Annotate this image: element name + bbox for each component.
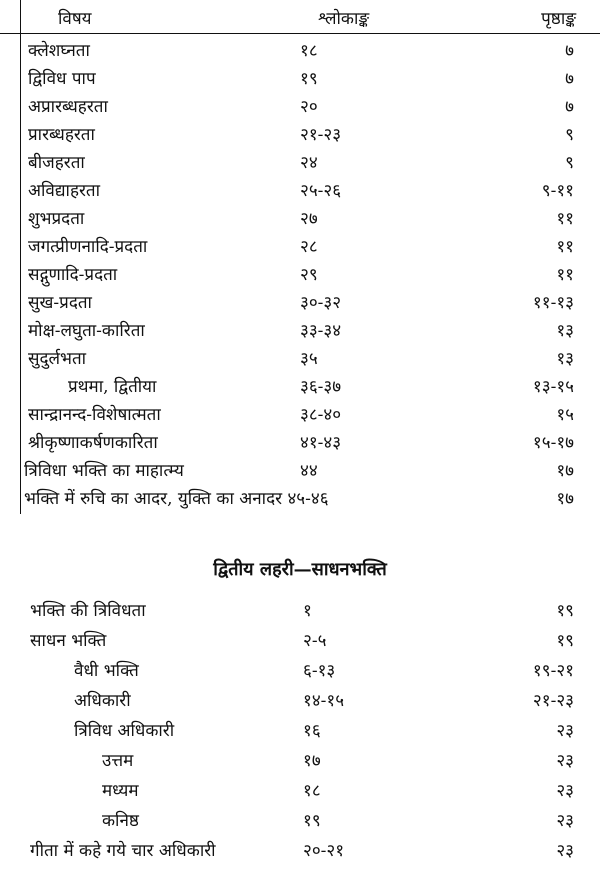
list-item (0, 146, 600, 174)
list-item (0, 744, 600, 774)
list-item (0, 482, 600, 510)
entry-verse: १८ (300, 41, 318, 61)
list-item (0, 714, 600, 744)
list-item (0, 174, 600, 202)
entry-label: अविद्याहरता (28, 181, 101, 201)
list-item (0, 454, 600, 482)
list-item (0, 286, 600, 314)
entry-page: २३ (556, 751, 574, 771)
entry-page: १९ (556, 631, 574, 651)
entry-label: द्विविध पाप (28, 69, 96, 89)
entry-verse: १६ (303, 721, 321, 741)
entry-page: ९-११ (541, 181, 574, 201)
list-item (0, 774, 600, 804)
entry-label: अप्रारब्धहरता (28, 97, 108, 117)
entry-verse: १७ (303, 751, 321, 771)
entry-label: श्रीकृष्णाकर्षणकारिता (28, 433, 158, 453)
list-item (0, 684, 600, 714)
entry-page: १३ (556, 349, 574, 369)
section2-rows (0, 594, 600, 864)
entry-verse: १ (303, 601, 312, 621)
entry-page: ११ (556, 209, 574, 229)
entry-verse: २४ (300, 153, 318, 173)
entry-label: सुदुर्लभता (28, 349, 87, 369)
entry-page: १९-२१ (532, 661, 574, 681)
entry-label: बीजहरता (28, 153, 85, 173)
entry-label: त्रिविध अधिकारी (74, 721, 175, 741)
table-header (0, 0, 600, 34)
entry-label: प्रथमा, द्वितीया (68, 377, 157, 397)
entry-verse: १४-१५ (303, 691, 345, 711)
list-item (0, 90, 600, 118)
entry-label: मोक्ष-लघुता-कारिता (28, 321, 145, 341)
list-item (0, 624, 600, 654)
entry-label: गीता में कहे गये चार अधिकारी (30, 841, 216, 861)
entry-label: भक्ति की त्रिविधता (30, 601, 146, 621)
column-header-subject: विषय (58, 9, 92, 29)
entry-verse: ३०-३२ (300, 293, 342, 313)
entry-label: जगत्प्रीणनादि-प्रदता (28, 237, 148, 257)
entry-page: २३ (556, 811, 574, 831)
entry-verse: १८ (303, 781, 321, 801)
entry-verse: ३३-३४ (300, 321, 342, 341)
entry-verse: ३८-४० (300, 405, 342, 425)
entry-page: २३ (556, 841, 574, 861)
entry-page: ९ (565, 125, 574, 145)
entry-label: वैधी भक्ति (74, 661, 139, 681)
list-item (0, 202, 600, 230)
entry-page: ७ (565, 69, 574, 89)
entry-page: ७ (565, 97, 574, 117)
entry-label: सुख-प्रदता (28, 293, 92, 313)
entry-verse: १९ (300, 69, 318, 89)
entry-page: १५ (556, 405, 574, 425)
entry-verse: २१-२३ (300, 125, 342, 145)
entry-verse: ६-१३ (303, 661, 336, 681)
entry-verse: २७ (300, 209, 318, 229)
entry-verse: २५-२६ (300, 181, 342, 201)
section-heading: द्वितीय लहरी—साधनभक्ति (213, 559, 387, 580)
entry-verse: २०-२१ (303, 841, 345, 861)
section1-rows (0, 34, 600, 510)
entry-page: १७ (556, 461, 574, 481)
list-item (0, 118, 600, 146)
list-item (0, 34, 600, 62)
entry-page: ११-१३ (532, 293, 574, 313)
entry-label: सद्गुणादि-प्रदता (28, 265, 118, 285)
list-item (0, 398, 600, 426)
entry-verse: ४१-४३ (300, 433, 342, 453)
entry-label: अधिकारी (74, 691, 131, 711)
list-item (0, 258, 600, 286)
entry-label: कनिष्ठ (102, 811, 139, 831)
entry-verse: ३६-३७ (300, 377, 342, 397)
entry-label: साधन भक्ति (30, 631, 107, 651)
list-item (0, 594, 600, 624)
entry-label: मध्यम (102, 781, 139, 801)
list-item (0, 230, 600, 258)
entry-page: १७ (556, 489, 574, 509)
list-item (0, 834, 600, 864)
entry-label: प्रारब्धहरता (28, 125, 95, 145)
entry-label: शुभप्रदता (28, 209, 85, 229)
column-header-page-number: पृष्ठाङ्क (541, 9, 576, 29)
entry-verse: ४४ (300, 461, 318, 481)
list-item (0, 804, 600, 834)
entry-verse: २८ (300, 237, 318, 257)
entry-page: १५-१७ (532, 433, 574, 453)
list-item (0, 370, 600, 398)
entry-verse: २-५ (303, 631, 327, 651)
entry-verse: ३५ (300, 349, 318, 369)
entry-verse: १९ (303, 811, 321, 831)
entry-label: उत्तम (102, 751, 134, 771)
list-item (0, 62, 600, 90)
entry-page: १९ (556, 601, 574, 621)
entry-label: त्रिविधा भक्ति का माहात्म्य (24, 461, 184, 481)
entry-label: क्लेशघ्नता (28, 41, 90, 61)
entry-page: २३ (556, 721, 574, 741)
list-item (0, 654, 600, 684)
entry-page: ११ (556, 237, 574, 257)
entry-label: भक्ति में रुचि का आदर, युक्ति का अनादर ४५-४६ (24, 489, 329, 509)
entry-page: २३ (556, 781, 574, 801)
list-item (0, 426, 600, 454)
entry-verse: २० (300, 97, 318, 117)
entry-page: ११ (556, 265, 574, 285)
entry-page: २१-२३ (532, 691, 574, 711)
entry-label: सान्द्रानन्द-विशेषात्मता (28, 405, 161, 425)
list-item (0, 342, 600, 370)
entry-page: १३-१५ (532, 377, 574, 397)
entry-verse: २९ (300, 265, 318, 285)
list-item (0, 314, 600, 342)
entry-page: १३ (556, 321, 574, 341)
entry-page: ९ (565, 153, 574, 173)
entry-page: ७ (565, 41, 574, 61)
column-header-verse-number: श्लोकाङ्क (318, 9, 370, 29)
